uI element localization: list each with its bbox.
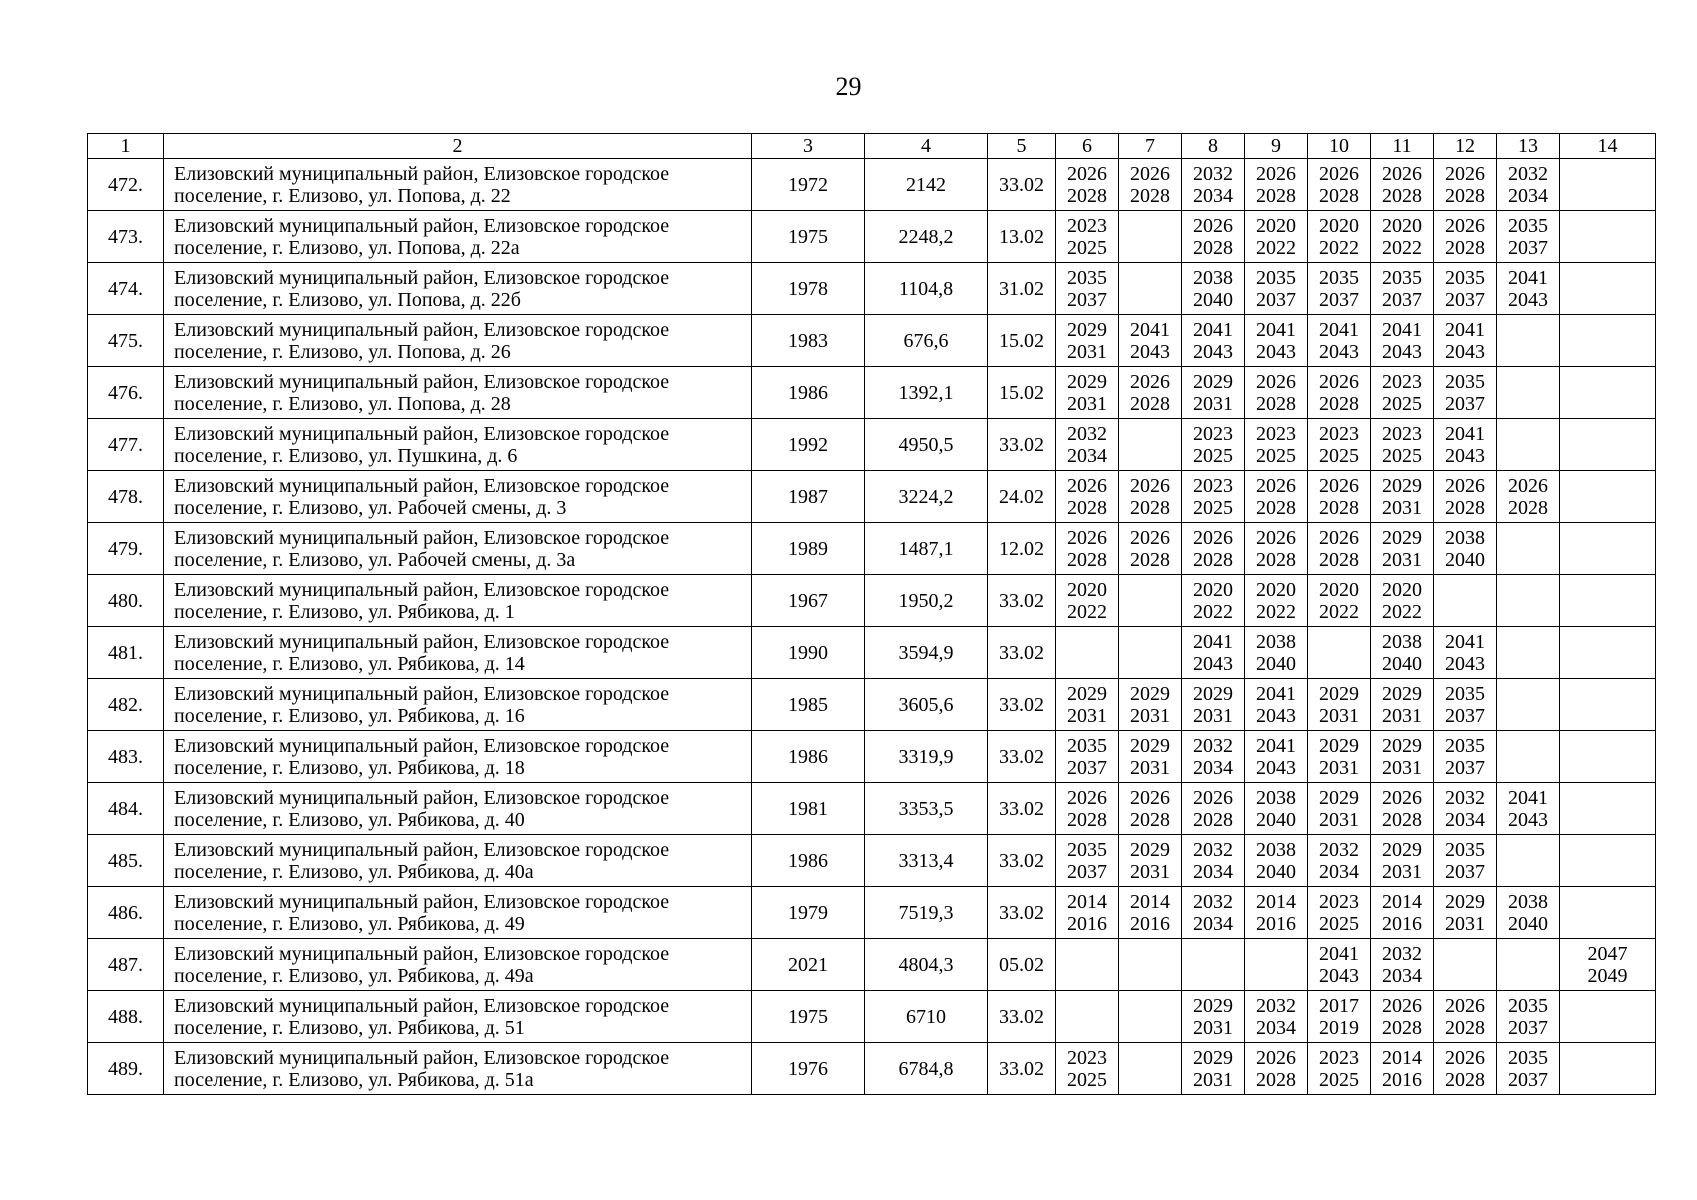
period-cell: 2041 2043 (1308, 315, 1371, 367)
period-cell: 2032 2034 (1182, 887, 1245, 939)
build-year-cell: 1976 (752, 1043, 865, 1095)
period-cell: 2023 2025 (1056, 211, 1119, 263)
period-cell: 2032 2034 (1371, 939, 1434, 991)
table-row (88, 939, 1656, 991)
row-number-cell: 488. (88, 991, 164, 1043)
period-cell: 2029 2031 (1182, 679, 1245, 731)
period-cell: 2014 2016 (1371, 1043, 1434, 1095)
period-cell (1497, 679, 1560, 731)
code-cell: 33.02 (988, 887, 1056, 939)
period-cell: 2038 2040 (1245, 627, 1308, 679)
period-cell: 2026 2028 (1245, 471, 1308, 523)
table-row (88, 679, 1656, 731)
table-row (88, 523, 1656, 575)
period-cell: 2035 2037 (1497, 1043, 1560, 1095)
code-cell: 33.02 (988, 783, 1056, 835)
period-cell: 2023 2025 (1308, 1043, 1371, 1095)
table-row (88, 783, 1656, 835)
page-number: 29 (835, 72, 862, 101)
period-cell: 2026 2028 (1434, 991, 1497, 1043)
period-cell: 2032 2034 (1182, 731, 1245, 783)
period-cell: 2047 2049 (1560, 939, 1656, 991)
period-cell (1497, 939, 1560, 991)
period-cell: 2035 2037 (1434, 835, 1497, 887)
code-cell: 33.02 (988, 627, 1056, 679)
column-header: 3 (752, 134, 865, 159)
area-cell: 6710 (865, 991, 988, 1043)
address-cell: Елизовский муниципальный район, Елизовское городское поселение, г. Елизово, ул. Рабочей смены, д. 3а (164, 523, 752, 575)
row-number-cell: 481. (88, 627, 164, 679)
period-cell: 2029 2031 (1182, 991, 1245, 1043)
build-year-cell: 1987 (752, 471, 865, 523)
period-cell: 2029 2031 (1119, 835, 1182, 887)
period-cell: 2023 2025 (1245, 419, 1308, 471)
period-cell: 2026 2028 (1434, 1043, 1497, 1095)
column-header: 14 (1560, 134, 1656, 159)
period-cell: 2026 2028 (1308, 523, 1371, 575)
period-cell: 2041 2043 (1434, 315, 1497, 367)
area-cell: 4950,5 (865, 419, 988, 471)
period-cell: 2026 2028 (1434, 471, 1497, 523)
row-number-cell: 475. (88, 315, 164, 367)
period-cell: 2035 2037 (1434, 263, 1497, 315)
table-row (88, 367, 1656, 419)
table-row (88, 471, 1656, 523)
period-cell: 2026 2028 (1119, 523, 1182, 575)
table-row (88, 887, 1656, 939)
area-cell: 1104,8 (865, 263, 988, 315)
period-cell: 2026 2028 (1308, 471, 1371, 523)
period-cell: 2014 2016 (1371, 887, 1434, 939)
build-year-cell: 1978 (752, 263, 865, 315)
address-cell: Елизовский муниципальный район, Елизовское городское поселение, г. Елизово, ул. Рябикова, д. 49а (164, 939, 752, 991)
period-cell (1119, 627, 1182, 679)
address-cell: Елизовский муниципальный район, Елизовское городское поселение, г. Елизово, ул. Попова, д. 26 (164, 315, 752, 367)
period-cell: 2026 2028 (1371, 783, 1434, 835)
table-row (88, 731, 1656, 783)
period-cell: 2035 2037 (1434, 367, 1497, 419)
column-header: 7 (1119, 134, 1182, 159)
period-cell: 2017 2019 (1308, 991, 1371, 1043)
period-cell: 2041 2043 (1497, 263, 1560, 315)
area-cell: 3353,5 (865, 783, 988, 835)
build-year-cell: 1989 (752, 523, 865, 575)
period-cell: 2041 2043 (1434, 627, 1497, 679)
period-cell (1497, 835, 1560, 887)
period-cell: 2026 2028 (1434, 211, 1497, 263)
period-cell: 2038 2040 (1245, 835, 1308, 887)
column-number-row (88, 134, 1656, 159)
period-cell (1056, 627, 1119, 679)
build-year-cell: 1985 (752, 679, 865, 731)
period-cell (1560, 263, 1656, 315)
area-cell: 3605,6 (865, 679, 988, 731)
period-cell: 2035 2037 (1308, 263, 1371, 315)
period-cell: 2026 2028 (1182, 211, 1245, 263)
address-cell: Елизовский муниципальный район, Елизовское городское поселение, г. Елизово, ул. Рябикова, д. 51 (164, 991, 752, 1043)
code-cell: 33.02 (988, 159, 1056, 211)
address-cell: Елизовский муниципальный район, Елизовское городское поселение, г. Елизово, ул. Попова, д. 22б (164, 263, 752, 315)
period-cell (1497, 575, 1560, 627)
period-cell: 2041 2043 (1371, 315, 1434, 367)
period-cell: 2029 2031 (1308, 679, 1371, 731)
address-cell: Елизовский муниципальный район, Елизовское городское поселение, г. Елизово, ул. Пушкина, д. 6 (164, 419, 752, 471)
build-year-cell: 1986 (752, 367, 865, 419)
period-cell (1308, 627, 1371, 679)
row-number-cell: 485. (88, 835, 164, 887)
table-row (88, 575, 1656, 627)
period-cell: 2032 2034 (1245, 991, 1308, 1043)
period-cell: 2035 2037 (1434, 679, 1497, 731)
period-cell: 2029 2031 (1056, 367, 1119, 419)
address-cell: Елизовский муниципальный район, Елизовское городское поселение, г. Елизово, ул. Рябикова, д. 40 (164, 783, 752, 835)
area-cell: 3313,4 (865, 835, 988, 887)
period-cell: 2020 2022 (1182, 575, 1245, 627)
period-cell (1497, 731, 1560, 783)
address-cell: Елизовский муниципальный район, Елизовское городское поселение, г. Елизово, ул. Рябикова, д. 49 (164, 887, 752, 939)
build-year-cell: 1986 (752, 835, 865, 887)
period-cell: 2032 2034 (1434, 783, 1497, 835)
code-cell: 05.02 (988, 939, 1056, 991)
period-cell: 2026 2028 (1245, 523, 1308, 575)
period-cell: 2026 2028 (1308, 367, 1371, 419)
period-cell (1119, 211, 1182, 263)
period-cell: 2029 2031 (1371, 471, 1434, 523)
period-cell: 2029 2031 (1308, 783, 1371, 835)
table-row (88, 211, 1656, 263)
period-cell: 2032 2034 (1182, 835, 1245, 887)
period-cell: 2023 2025 (1371, 367, 1434, 419)
column-header: 1 (88, 134, 164, 159)
period-cell: 2023 2025 (1308, 419, 1371, 471)
address-cell: Елизовский муниципальный район, Елизовское городское поселение, г. Елизово, ул. Рябикова, д. 1 (164, 575, 752, 627)
period-cell: 2035 2037 (1056, 835, 1119, 887)
period-cell: 2035 2037 (1245, 263, 1308, 315)
period-cell: 2029 2031 (1119, 679, 1182, 731)
period-cell: 2026 2028 (1245, 367, 1308, 419)
row-number-cell: 486. (88, 887, 164, 939)
address-cell: Елизовский муниципальный район, Елизовское городское поселение, г. Елизово, ул. Попова, д. 28 (164, 367, 752, 419)
period-cell (1119, 263, 1182, 315)
period-cell: 2014 2016 (1119, 887, 1182, 939)
row-number-cell: 480. (88, 575, 164, 627)
column-header: 4 (865, 134, 988, 159)
period-cell (1497, 627, 1560, 679)
build-year-cell: 2021 (752, 939, 865, 991)
table-row (88, 991, 1656, 1043)
period-cell (1119, 1043, 1182, 1095)
address-cell: Елизовский муниципальный район, Елизовское городское поселение, г. Елизово, ул. Рябикова, д. 14 (164, 627, 752, 679)
area-cell: 6784,8 (865, 1043, 988, 1095)
row-number-cell: 472. (88, 159, 164, 211)
period-cell (1560, 575, 1656, 627)
build-year-cell: 1990 (752, 627, 865, 679)
address-cell: Елизовский муниципальный район, Елизовское городское поселение, г. Елизово, ул. Попова, д. 22 (164, 159, 752, 211)
row-number-cell: 478. (88, 471, 164, 523)
code-cell: 33.02 (988, 419, 1056, 471)
code-cell: 33.02 (988, 679, 1056, 731)
register-table (87, 133, 1656, 1095)
address-cell: Елизовский муниципальный район, Елизовское городское поселение, г. Елизово, ул. Рябикова, д. 16 (164, 679, 752, 731)
period-cell: 2020 2022 (1371, 211, 1434, 263)
period-cell (1560, 731, 1656, 783)
period-cell: 2020 2022 (1308, 211, 1371, 263)
table-row (88, 1043, 1656, 1095)
period-cell: 2029 2031 (1371, 679, 1434, 731)
address-cell: Елизовский муниципальный район, Елизовское городское поселение, г. Елизово, ул. Рябикова, д. 51а (164, 1043, 752, 1095)
build-year-cell: 1975 (752, 211, 865, 263)
period-cell: 2026 2028 (1119, 159, 1182, 211)
period-cell (1182, 939, 1245, 991)
period-cell: 2032 2034 (1497, 159, 1560, 211)
column-header: 11 (1371, 134, 1434, 159)
area-cell: 3594,9 (865, 627, 988, 679)
period-cell (1056, 939, 1119, 991)
column-header: 2 (164, 134, 752, 159)
period-cell: 2041 2043 (1245, 315, 1308, 367)
period-cell: 2020 2022 (1371, 575, 1434, 627)
period-cell: 2035 2037 (1371, 263, 1434, 315)
column-header: 9 (1245, 134, 1308, 159)
row-number-cell: 483. (88, 731, 164, 783)
period-cell (1497, 523, 1560, 575)
row-number-cell: 479. (88, 523, 164, 575)
period-cell: 2026 2028 (1056, 471, 1119, 523)
column-header: 13 (1497, 134, 1560, 159)
build-year-cell: 1981 (752, 783, 865, 835)
period-cell: 2041 2043 (1308, 939, 1371, 991)
code-cell: 24.02 (988, 471, 1056, 523)
column-header: 5 (988, 134, 1056, 159)
period-cell: 2020 2022 (1308, 575, 1371, 627)
period-cell (1056, 991, 1119, 1043)
period-cell: 2029 2031 (1119, 731, 1182, 783)
period-cell: 2032 2034 (1182, 159, 1245, 211)
column-header: 6 (1056, 134, 1119, 159)
period-cell: 2032 2034 (1308, 835, 1371, 887)
build-year-cell: 1972 (752, 159, 865, 211)
code-cell: 15.02 (988, 367, 1056, 419)
build-year-cell: 1992 (752, 419, 865, 471)
area-cell: 3224,2 (865, 471, 988, 523)
row-number-cell: 484. (88, 783, 164, 835)
build-year-cell: 1979 (752, 887, 865, 939)
code-cell: 33.02 (988, 731, 1056, 783)
address-cell: Елизовский муниципальный район, Елизовское городское поселение, г. Елизово, ул. Рябикова, д. 18 (164, 731, 752, 783)
period-cell (1560, 991, 1656, 1043)
period-cell (1497, 419, 1560, 471)
table-row (88, 315, 1656, 367)
period-cell (1560, 1043, 1656, 1095)
period-cell: 2026 2028 (1119, 471, 1182, 523)
period-cell: 2029 2031 (1056, 679, 1119, 731)
period-cell: 2041 2043 (1497, 783, 1560, 835)
period-cell: 2041 2043 (1434, 419, 1497, 471)
code-cell: 12.02 (988, 523, 1056, 575)
period-cell: 2029 2031 (1182, 1043, 1245, 1095)
table-row (88, 835, 1656, 887)
code-cell: 33.02 (988, 991, 1056, 1043)
period-cell (1497, 367, 1560, 419)
code-cell: 31.02 (988, 263, 1056, 315)
period-cell: 2014 2016 (1245, 887, 1308, 939)
period-cell (1560, 471, 1656, 523)
period-cell: 2020 2022 (1245, 575, 1308, 627)
area-cell: 3319,9 (865, 731, 988, 783)
period-cell: 2038 2040 (1371, 627, 1434, 679)
table-body (88, 159, 1656, 1095)
row-number-cell: 474. (88, 263, 164, 315)
address-cell: Елизовский муниципальный район, Елизовское городское поселение, г. Елизово, ул. Попова, д. 22а (164, 211, 752, 263)
period-cell: 2035 2037 (1497, 211, 1560, 263)
period-cell: 2029 2031 (1371, 523, 1434, 575)
area-cell: 1950,2 (865, 575, 988, 627)
period-cell (1560, 679, 1656, 731)
period-cell: 2029 2031 (1056, 315, 1119, 367)
period-cell (1560, 211, 1656, 263)
code-cell: 33.02 (988, 575, 1056, 627)
period-cell: 2023 2025 (1371, 419, 1434, 471)
row-number-cell: 477. (88, 419, 164, 471)
period-cell: 2038 2040 (1497, 887, 1560, 939)
area-cell: 2248,2 (865, 211, 988, 263)
period-cell: 2020 2022 (1245, 211, 1308, 263)
area-cell: 7519,3 (865, 887, 988, 939)
period-cell: 2035 2037 (1434, 731, 1497, 783)
table-row (88, 627, 1656, 679)
period-cell (1560, 315, 1656, 367)
period-cell (1560, 835, 1656, 887)
code-cell: 15.02 (988, 315, 1056, 367)
period-cell: 2023 2025 (1056, 1043, 1119, 1095)
table-row (88, 419, 1656, 471)
period-cell: 2038 2040 (1434, 523, 1497, 575)
period-cell (1560, 523, 1656, 575)
period-cell: 2023 2025 (1182, 419, 1245, 471)
period-cell (1560, 159, 1656, 211)
period-cell: 2032 2034 (1056, 419, 1119, 471)
table-row (88, 263, 1656, 315)
table-row (88, 159, 1656, 211)
period-cell: 2029 2031 (1371, 731, 1434, 783)
row-number-cell: 489. (88, 1043, 164, 1095)
period-cell: 2026 2028 (1056, 159, 1119, 211)
area-cell: 1487,1 (865, 523, 988, 575)
period-cell: 2023 2025 (1182, 471, 1245, 523)
period-cell (1560, 887, 1656, 939)
period-cell (1119, 939, 1182, 991)
period-cell: 2029 2031 (1308, 731, 1371, 783)
period-cell (1560, 783, 1656, 835)
code-cell: 13.02 (988, 211, 1056, 263)
period-cell (1434, 939, 1497, 991)
period-cell: 2041 2043 (1182, 315, 1245, 367)
row-number-cell: 476. (88, 367, 164, 419)
code-cell: 33.02 (988, 1043, 1056, 1095)
period-cell: 2023 2025 (1308, 887, 1371, 939)
area-cell: 4804,3 (865, 939, 988, 991)
period-cell: 2026 2028 (1308, 159, 1371, 211)
period-cell: 2038 2040 (1245, 783, 1308, 835)
period-cell: 2029 2031 (1434, 887, 1497, 939)
address-cell: Елизовский муниципальный район, Елизовское городское поселение, г. Елизово, ул. Рябикова, д. 40а (164, 835, 752, 887)
period-cell: 2026 2028 (1182, 783, 1245, 835)
area-cell: 2142 (865, 159, 988, 211)
period-cell: 2020 2022 (1056, 575, 1119, 627)
period-cell: 2041 2043 (1245, 679, 1308, 731)
period-cell: 2026 2028 (1182, 523, 1245, 575)
period-cell: 2035 2037 (1056, 263, 1119, 315)
area-cell: 1392,1 (865, 367, 988, 419)
period-cell (1119, 575, 1182, 627)
row-number-cell: 487. (88, 939, 164, 991)
period-cell: 2038 2040 (1182, 263, 1245, 315)
period-cell (1560, 367, 1656, 419)
period-cell: 2026 2028 (1245, 159, 1308, 211)
build-year-cell: 1967 (752, 575, 865, 627)
column-header: 12 (1434, 134, 1497, 159)
period-cell: 2026 2028 (1119, 367, 1182, 419)
period-cell: 2026 2028 (1056, 523, 1119, 575)
period-cell (1434, 575, 1497, 627)
period-cell: 2041 2043 (1182, 627, 1245, 679)
period-cell: 2026 2028 (1371, 159, 1434, 211)
period-cell: 2041 2043 (1119, 315, 1182, 367)
period-cell: 2026 2028 (1371, 991, 1434, 1043)
period-cell: 2026 2028 (1497, 471, 1560, 523)
build-year-cell: 1983 (752, 315, 865, 367)
period-cell: 2035 2037 (1056, 731, 1119, 783)
period-cell: 2014 2016 (1056, 887, 1119, 939)
period-cell: 2026 2028 (1245, 1043, 1308, 1095)
period-cell: 2026 2028 (1056, 783, 1119, 835)
column-header: 8 (1182, 134, 1245, 159)
period-cell: 2029 2031 (1182, 367, 1245, 419)
build-year-cell: 1986 (752, 731, 865, 783)
period-cell: 2026 2028 (1434, 159, 1497, 211)
period-cell (1560, 627, 1656, 679)
period-cell: 2026 2028 (1119, 783, 1182, 835)
period-cell (1245, 939, 1308, 991)
code-cell: 33.02 (988, 835, 1056, 887)
address-cell: Елизовский муниципальный район, Елизовское городское поселение, г. Елизово, ул. Рабочей смены, д. 3 (164, 471, 752, 523)
column-header: 10 (1308, 134, 1371, 159)
period-cell (1560, 419, 1656, 471)
period-cell: 2029 2031 (1371, 835, 1434, 887)
row-number-cell: 473. (88, 211, 164, 263)
row-number-cell: 482. (88, 679, 164, 731)
period-cell (1119, 419, 1182, 471)
build-year-cell: 1975 (752, 991, 865, 1043)
period-cell: 2041 2043 (1245, 731, 1308, 783)
period-cell: 2035 2037 (1497, 991, 1560, 1043)
period-cell (1497, 315, 1560, 367)
area-cell: 676,6 (865, 315, 988, 367)
period-cell (1119, 991, 1182, 1043)
